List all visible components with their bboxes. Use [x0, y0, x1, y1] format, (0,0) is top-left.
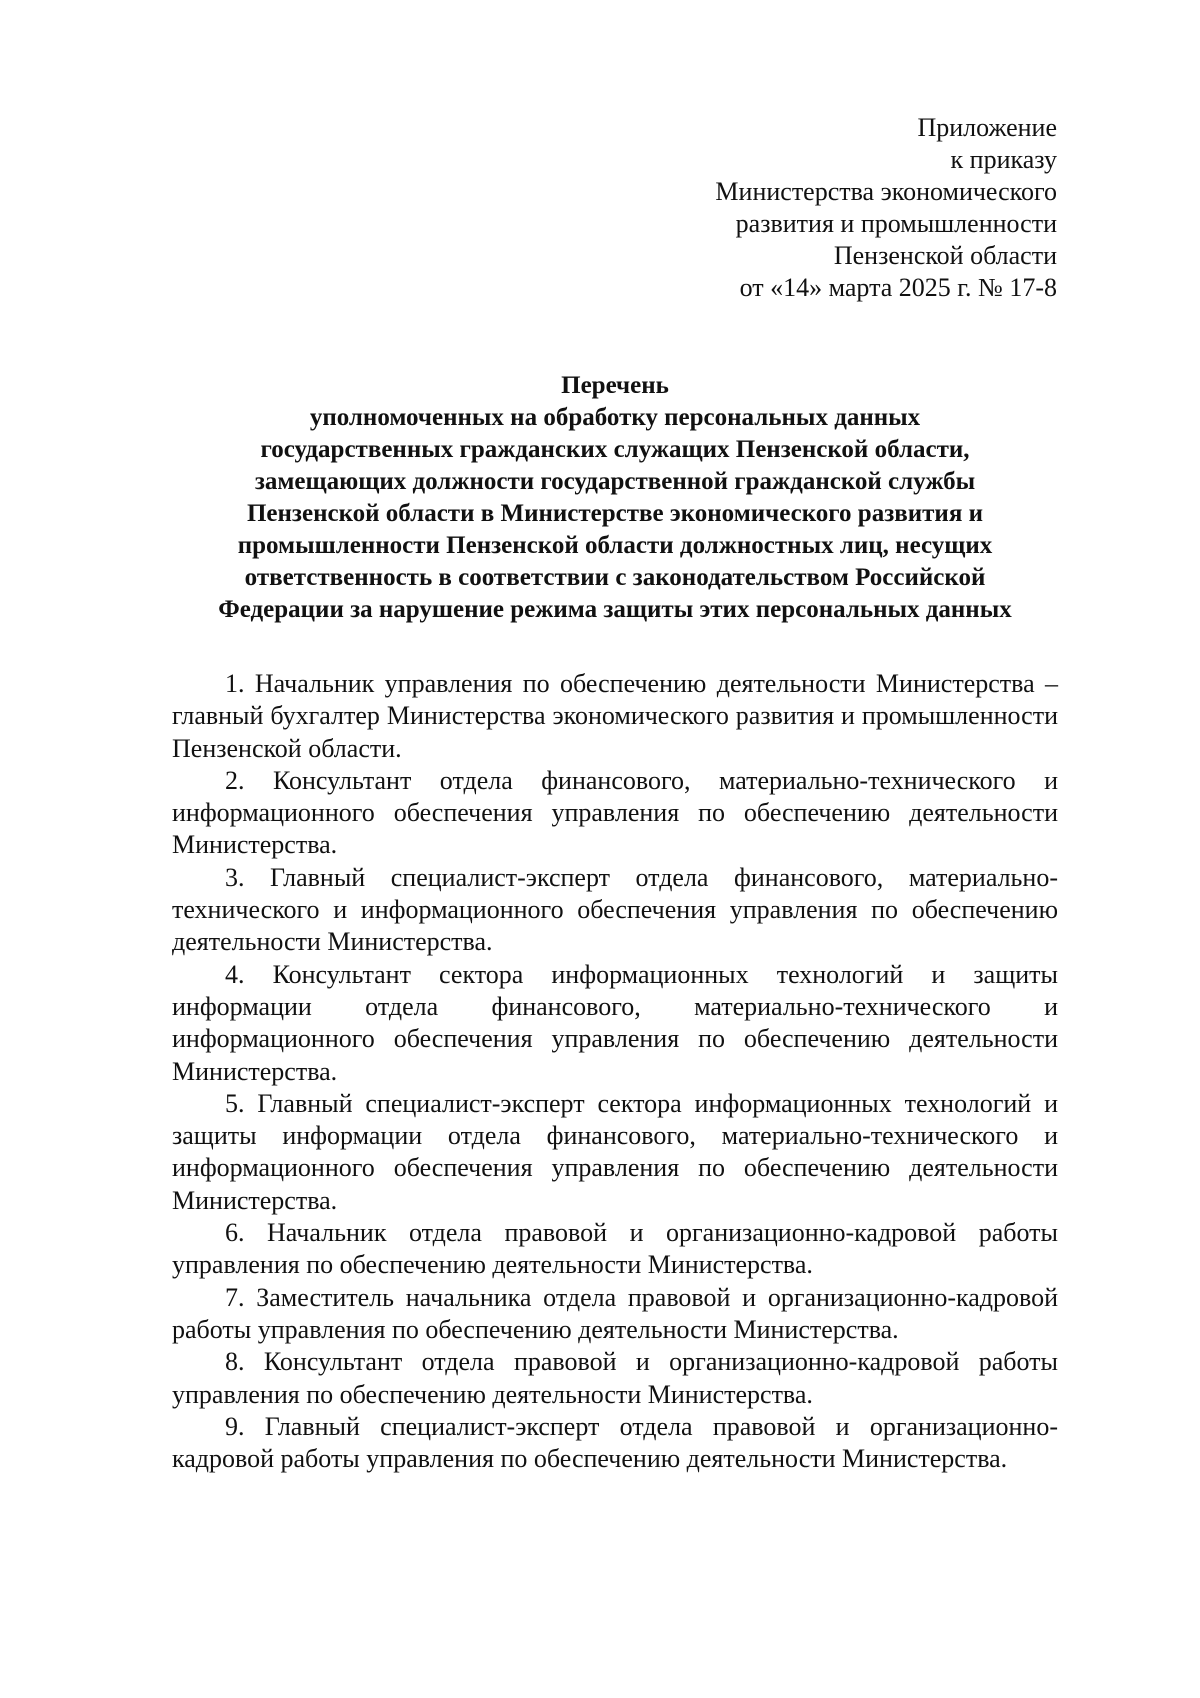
list-item: 3. Главный специалист-эксперт отдела финансового, материально-технического и информационного обеспечения управления по обеспечению деятельности Министерства. — [172, 862, 1058, 957]
appendix-header — [715, 112, 1057, 304]
list-item: 9. Главный специалист-эксперт отдела правовой и организационно-кадровой работы управления по обеспечению деятельности Министерства. — [172, 1411, 1058, 1474]
appendix-line: Пензенской области — [833, 241, 1057, 270]
appendix-line: Министерства экономического — [715, 177, 1057, 206]
title-line: Пензенской области в Министерстве экономического развития и — [246, 500, 984, 527]
list-item: 8. Консультант отдела правовой и организационно-кадровой работы управления по обеспечению деятельности Министерства. — [172, 1347, 1058, 1409]
list-item: 1. Начальник управления по обеспечению деятельности Министерства – главный бухгалтер Министерства экономического развития и промышленности Пензенской области. — [172, 669, 1058, 763]
positions-list — [172, 668, 1058, 1475]
list-item: 2. Консультант отдела финансового, материально-технического и информационного обеспечения управления по обеспечению деятельности Министерства. — [172, 765, 1058, 860]
title-line: Перечень — [561, 372, 669, 399]
appendix-line: Приложение — [917, 113, 1057, 142]
appendix-order-date: от «14» марта 2025 г. № 17-8 — [739, 273, 1057, 302]
title-line: промышленности Пензенской области должностных лиц, несущих — [237, 532, 993, 559]
list-item: 6. Начальник отдела правовой и организационно-кадровой работы управления по обеспечению деятельности Министерства. — [172, 1218, 1058, 1280]
title-line: Федерации за нарушение режима защиты этих персональных данных — [218, 596, 1012, 623]
title-line: государственных гражданских служащих Пензенской области, — [260, 436, 970, 463]
list-item: 7. Заместитель начальника отдела правовой и организационно-кадровой работы управления по обеспечению деятельности Министерства. — [172, 1282, 1058, 1344]
list-item: 5. Главный специалист-эксперт сектора информационных технологий и защиты информации отдела финансового, материально-технического и информационного обеспечения управления по обеспечению деятельности Министерства. — [172, 1088, 1058, 1215]
appendix-line: к приказу — [950, 145, 1057, 174]
appendix-line: развития и промышленности — [735, 209, 1057, 238]
title-line: уполномоченных на обработку персональных данных — [309, 404, 921, 431]
title-line: ответственность в соответствии с законодательством Российской — [244, 564, 986, 591]
document-title — [172, 370, 1058, 626]
list-item: 4. Консультант сектора информационных технологий и защиты информации отдела финансового, материально-технического и информационного обеспечения управления по обеспечению деятельности Министерства. — [172, 959, 1058, 1086]
title-line: замещающих должности государственной гражданской службы — [254, 468, 976, 495]
